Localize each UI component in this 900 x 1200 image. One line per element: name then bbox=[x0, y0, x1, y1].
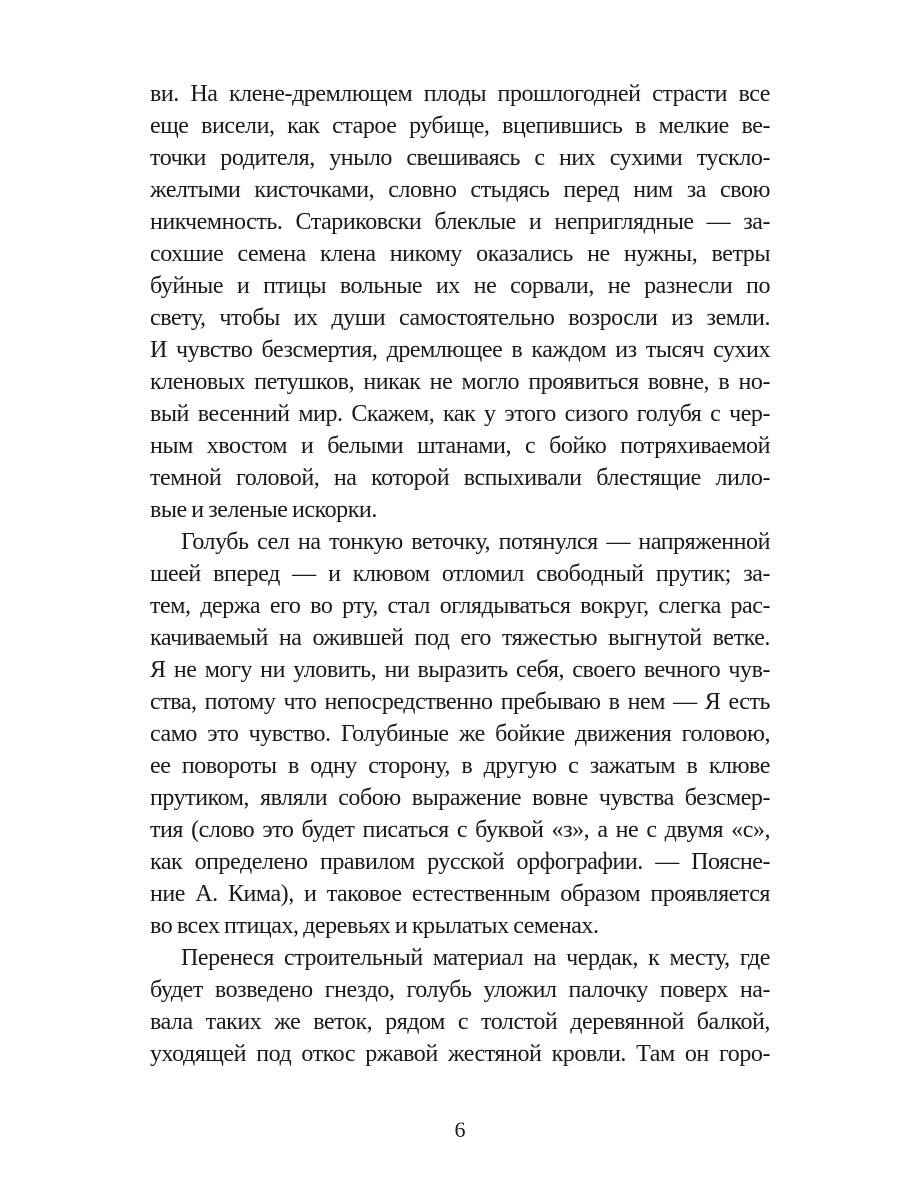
text-line: сохшие семена клена никому оказались не нужны, ветры bbox=[150, 241, 770, 267]
text-line: свету, чтобы их души самостоятельно возросли из земли. bbox=[150, 305, 770, 331]
text-line: качиваемый на ожившей под его тяжестью выгнутой ветке. bbox=[150, 625, 770, 651]
text-line: кленовых петушков, никак не могло проявиться вовне, в но- bbox=[150, 369, 770, 395]
text-line: шеей вперед — и клювом отломил свободный прутик; за- bbox=[150, 561, 770, 587]
paragraph bbox=[150, 526, 770, 942]
text-line: будет возведено гнездо, голубь уложил палочку поверх на- bbox=[150, 977, 770, 1003]
paragraph bbox=[150, 78, 770, 526]
text-line: тем, держа его во рту, стал оглядываться вокруг, слегка рас- bbox=[150, 593, 770, 619]
text-line: Голубь сел на тонкую веточку, потянулся — напряженной bbox=[181, 529, 770, 555]
text-line: вые и зеленые искорки. bbox=[150, 497, 377, 523]
text-line: вала таких же веток, рядом с толстой деревянной балкой, bbox=[150, 1009, 770, 1035]
text-line: во всех птицах, деревьях и крылатых семенах. bbox=[150, 913, 599, 939]
text-line: уходящей под откос ржавой жестяной кровли. Там он горо- bbox=[150, 1041, 770, 1067]
text-line: Я не могу ни уловить, ни выразить себя, своего вечного чув- bbox=[150, 657, 770, 683]
text-line: буйные и птицы вольные их не сорвали, не разнесли по bbox=[150, 273, 770, 299]
text-line: ви. На клене-дремлющем плоды прошлогодней страсти все bbox=[150, 81, 770, 107]
page-number: 6 bbox=[454, 1117, 466, 1142]
text-line: Перенеся строительный материал на чердак, к месту, где bbox=[181, 945, 770, 971]
body-text bbox=[150, 78, 770, 1070]
text-line: темной головой, на которой вспыхивали блестящие лило- bbox=[150, 465, 770, 491]
text-line: прутиком, являли собою выражение вовне чувства безсмер- bbox=[150, 785, 770, 811]
paragraph bbox=[150, 942, 770, 1070]
text-line: вый весенний мир. Скажем, как у этого сизого голубя с чер- bbox=[150, 401, 770, 427]
text-line: само это чувство. Голубиные же бойкие движения головою, bbox=[150, 721, 770, 747]
text-line: точки родителя, уныло свешиваясь с них сухими тускло- bbox=[150, 145, 770, 171]
text-line: никчемность. Стариковски блеклые и неприглядные — за- bbox=[150, 209, 770, 235]
text-line: ным хвостом и белыми штанами, с бойко потряхиваемой bbox=[150, 433, 770, 459]
text-line: еще висели, как старое рубище, вцепившись в мелкие ве- bbox=[150, 113, 770, 139]
text-line: ние А. Кима), и таковое естественным образом проявляется bbox=[150, 881, 770, 907]
text-line: ее повороты в одну сторону, в другую с зажатым в клюве bbox=[150, 753, 770, 779]
text-line: как определено правилом русской орфографии. — Поясне- bbox=[150, 849, 770, 875]
text-line: ства, потому что непосредственно пребываю в нем — Я есть bbox=[150, 689, 770, 715]
text-line: тия (слово это будет писаться с буквой «з», а не с двумя «с», bbox=[150, 817, 770, 843]
text-line: И чувство безсмертия, дремлющее в каждом из тысяч сухих bbox=[150, 337, 770, 363]
text-line: желтыми кисточками, словно стыдясь перед ним за свою bbox=[150, 177, 770, 203]
